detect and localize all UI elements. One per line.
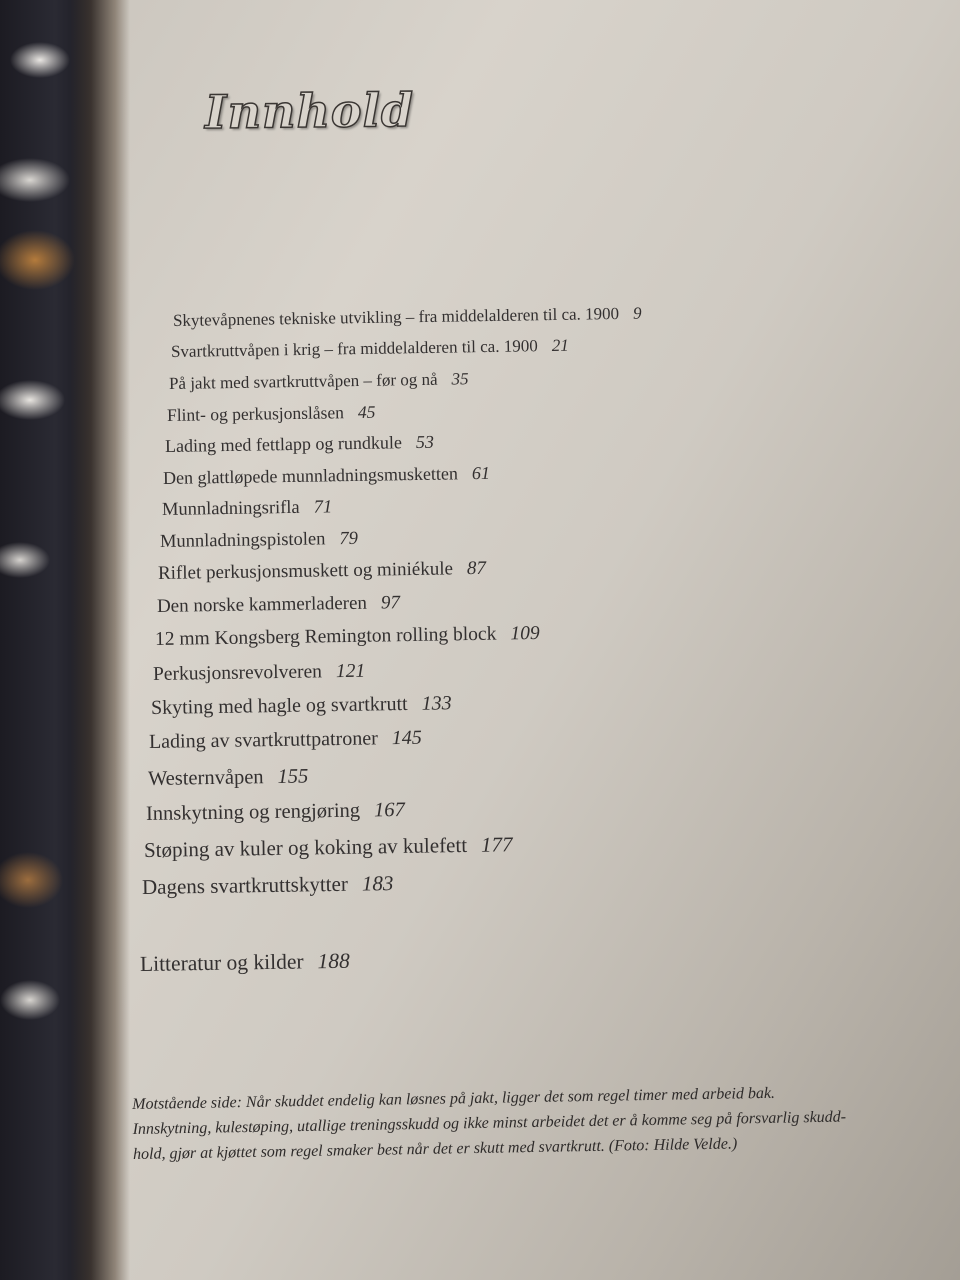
toc-entry-page-number: 155 [277, 764, 309, 788]
toc-entry-page-number: 87 [466, 557, 487, 580]
toc-entry-page-number: 21 [551, 335, 569, 356]
toc-entry-title: Perkusjonsrevolveren [152, 660, 323, 685]
toc-entry-title: 12 mm Kongsberg Remington rolling block [154, 623, 497, 650]
toc-entry [160, 528, 358, 552]
caption-line: Motstående side: Når skuddet endelig kan løsnes på jakt, ligger det som regel timer med arbeid bak. [132, 1084, 776, 1113]
toc-entry-page-number: 188 [317, 948, 350, 973]
toc-entry [163, 463, 490, 489]
toc-entry-title: Lading av svartkruttpatroner [148, 727, 378, 753]
toc-entry [171, 336, 569, 362]
toc-entry-title: Skyting med hagle og svartkrutt [150, 692, 408, 719]
toc-entry [144, 832, 513, 863]
toc-entry-title: Litteratur og kilder [139, 948, 304, 976]
photo-caption [132, 1078, 933, 1167]
toc-entry-title: Westernvåpen [147, 765, 264, 790]
toc-entry [153, 660, 366, 685]
toc-entry [148, 765, 309, 791]
toc-entry-page-number: 145 [391, 726, 422, 750]
caption-line: Innskytning, kulestøping, utallige treningsskudd og ikke minst arbeidet det er å komme seg på forsvarlig skudd- [132, 1108, 847, 1138]
toc-entry [162, 497, 333, 521]
toc-entry-title: Munnladningsrifla [161, 497, 300, 520]
toc-entry-page-number: 109 [510, 622, 540, 644]
toc-entry-title: Støping av kuler og koking av kulefett [143, 832, 468, 862]
toc-entry-title: Den glattløpede munnladningsmusketten [162, 463, 459, 488]
toc-entry-page-number: 35 [451, 369, 469, 389]
toc-entry-title: Innskytning og rengjøring [145, 799, 361, 825]
toc-entry-title: Den norske kammerladeren [156, 592, 368, 617]
toc-entry [142, 871, 394, 900]
toc-entry-title: Skytevåpnenes tekniske utvikling – fra middelalderen til ca. 1900 [172, 303, 620, 330]
toc-entry-page-number: 97 [380, 592, 401, 614]
toc-entry [140, 948, 350, 976]
toc-entry [149, 727, 422, 754]
toc-entry-title: Dagens svartkruttskytter [141, 871, 349, 899]
caption-line: hold, gjør at kjøttet som regel smaker best når det er skutt med svartkrutt. (Foto: Hilde Velde.) [132, 1135, 738, 1163]
toc-entry-title: Lading med fettlapp og rundkule [164, 432, 403, 456]
toc-entry [155, 622, 540, 650]
toc-entry [151, 692, 452, 720]
toc-entry-page-number: 121 [335, 660, 366, 682]
toc-entry-page-number: 183 [361, 871, 394, 896]
page-title: Innhold [204, 82, 415, 140]
toc-entry-page-number: 9 [632, 303, 642, 323]
toc-entry-title: Riflet perkusjonsmuskett og miniékule [157, 558, 454, 584]
toc-entry [165, 432, 434, 457]
toc-entry-page-number: 177 [480, 832, 513, 857]
toc-entry-title: Flint- og perkusjonslåsen [166, 401, 345, 425]
toc-entry-page-number: 45 [357, 401, 376, 422]
toc-entry [169, 369, 469, 394]
toc-entry-page-number: 71 [313, 496, 333, 518]
toc-entry-page-number: 167 [373, 798, 405, 821]
toc-entry [146, 798, 405, 825]
toc-entry [167, 401, 376, 425]
toc-entry [158, 558, 486, 585]
toc-entry-page-number: 79 [339, 528, 359, 549]
toc-entry-title: Munnladningspistolen [159, 528, 326, 552]
toc-entry [173, 304, 642, 331]
toc-entry-title: Svartkruttvåpen i krig – fra middelalderen til ca. 1900 [170, 336, 538, 361]
toc-entry-page-number: 53 [415, 431, 435, 453]
toc-entry-page-number: 133 [421, 692, 452, 715]
toc-entry-title: På jakt med svartkruttvåpen – før og nå [168, 369, 438, 393]
toc-entry [157, 592, 400, 618]
toc-entry-page-number: 61 [471, 462, 491, 484]
